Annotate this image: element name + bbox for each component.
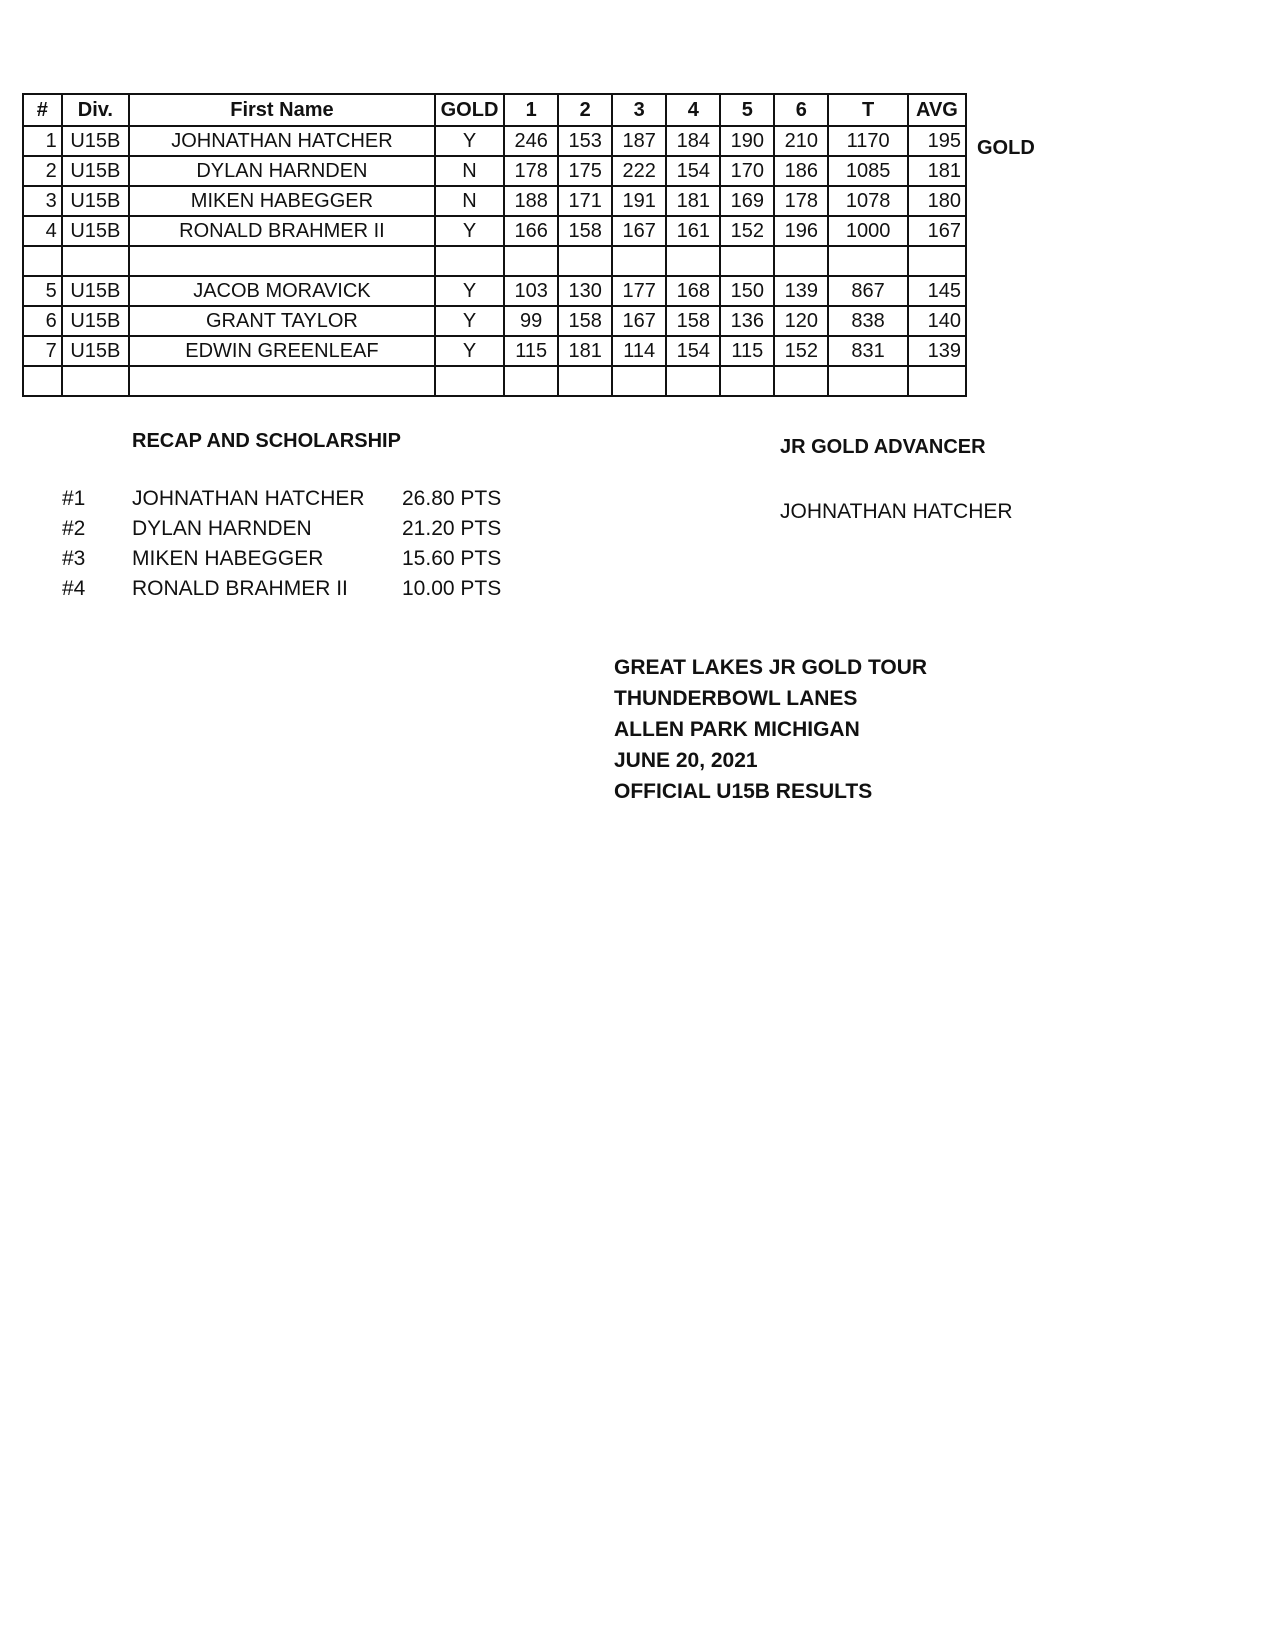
table-cell: Y [435, 276, 504, 306]
table-cell: 2 [23, 156, 62, 186]
table-cell: 168 [666, 276, 720, 306]
header-cell: 3 [612, 94, 666, 126]
table-cell [62, 246, 129, 276]
advancer-title: JR GOLD ADVANCER [780, 436, 986, 458]
table-cell: U15B [62, 126, 129, 156]
table-row [23, 276, 966, 306]
table-row [23, 366, 966, 396]
table-cell: EDWIN GREENLEAF [129, 336, 435, 366]
table-cell [774, 366, 828, 396]
table-cell [435, 246, 504, 276]
header-cell: # [23, 94, 62, 126]
table-cell: 1085 [828, 156, 908, 186]
table-cell: 1 [23, 126, 62, 156]
table-cell: 5 [23, 276, 62, 306]
recap-item [62, 577, 522, 605]
event-info-line: THUNDERBOWL LANES [614, 687, 858, 710]
header-cell: 4 [666, 94, 720, 126]
table-cell: Y [435, 306, 504, 336]
recap-points: 10.00 PTS [402, 577, 502, 600]
table-cell: 153 [558, 126, 612, 156]
table-cell: GRANT TAYLOR [129, 306, 435, 336]
table-cell: 838 [828, 306, 908, 336]
table-cell: 831 [828, 336, 908, 366]
table-cell: Y [435, 216, 504, 246]
table-cell: 152 [774, 336, 828, 366]
table-cell: 7 [23, 336, 62, 366]
table-cell: 158 [666, 306, 720, 336]
table-cell: 191 [612, 186, 666, 216]
table-cell [828, 246, 908, 276]
table-cell: 158 [558, 216, 612, 246]
recap-points: 21.20 PTS [402, 517, 502, 540]
table-cell [129, 366, 435, 396]
table-row [23, 186, 966, 216]
table-cell: 180 [908, 186, 966, 216]
table-cell: 175 [558, 156, 612, 186]
table-cell: 178 [504, 156, 558, 186]
table-cell [558, 246, 612, 276]
table-cell [774, 246, 828, 276]
table-row [23, 306, 966, 336]
table-cell [612, 246, 666, 276]
table-cell: U15B [62, 156, 129, 186]
table-cell: 103 [504, 276, 558, 306]
table-cell: 139 [774, 276, 828, 306]
table-cell: 1078 [828, 186, 908, 216]
recap-points: 26.80 PTS [402, 487, 502, 510]
table-cell [23, 366, 62, 396]
table-cell: 184 [666, 126, 720, 156]
table-cell [435, 366, 504, 396]
table-cell: 196 [774, 216, 828, 246]
event-info-line: JUNE 20, 2021 [614, 749, 758, 772]
table-cell: U15B [62, 216, 129, 246]
table-cell: 186 [774, 156, 828, 186]
table-cell: U15B [62, 306, 129, 336]
recap-name: JOHNATHAN HATCHER [132, 487, 365, 510]
recap-points: 15.60 PTS [402, 547, 502, 570]
table-cell: 246 [504, 126, 558, 156]
table-cell: 167 [908, 216, 966, 246]
table-cell: DYLAN HARNDEN [129, 156, 435, 186]
table-cell [666, 366, 720, 396]
header-cell: 6 [774, 94, 828, 126]
table-cell: JOHNATHAN HATCHER [129, 126, 435, 156]
advancer-name: JOHNATHAN HATCHER [780, 500, 1013, 523]
table-cell: 170 [720, 156, 774, 186]
header-cell: 2 [558, 94, 612, 126]
table-cell: 152 [720, 216, 774, 246]
event-info [614, 652, 927, 807]
table-cell: 136 [720, 306, 774, 336]
table-cell: 167 [612, 216, 666, 246]
table-cell [62, 366, 129, 396]
table-cell: 222 [612, 156, 666, 186]
results-table [22, 93, 967, 397]
table-cell: 150 [720, 276, 774, 306]
recap-name: DYLAN HARNDEN [132, 517, 312, 540]
table-cell [504, 246, 558, 276]
recap-name: MIKEN HABEGGER [132, 547, 324, 570]
table-cell: 3 [23, 186, 62, 216]
table-cell: 139 [908, 336, 966, 366]
table-cell: U15B [62, 276, 129, 306]
header-cell: 5 [720, 94, 774, 126]
table-cell: 190 [720, 126, 774, 156]
header-cell: T [828, 94, 908, 126]
table-cell: 99 [504, 306, 558, 336]
recap-item [62, 487, 522, 515]
table-cell [720, 246, 774, 276]
table-cell: 177 [612, 276, 666, 306]
table-cell: 187 [612, 126, 666, 156]
table-cell [23, 246, 62, 276]
table-cell: 166 [504, 216, 558, 246]
table-cell: 154 [666, 336, 720, 366]
table-cell: Y [435, 126, 504, 156]
table-body [23, 126, 966, 396]
table-cell: RONALD BRAHMER II [129, 216, 435, 246]
table-row [23, 216, 966, 246]
table-cell: 120 [774, 306, 828, 336]
recap-rank: #2 [62, 517, 86, 540]
table-cell: 158 [558, 306, 612, 336]
table-row [23, 246, 966, 276]
table-cell: 6 [23, 306, 62, 336]
header-cell: AVG [908, 94, 966, 126]
table-cell [908, 366, 966, 396]
table-cell: 1000 [828, 216, 908, 246]
table-cell: 154 [666, 156, 720, 186]
table-cell [828, 366, 908, 396]
header-cell: Div. [62, 94, 129, 126]
table-row [23, 126, 966, 156]
table-cell: MIKEN HABEGGER [129, 186, 435, 216]
table-cell: 167 [612, 306, 666, 336]
recap-rank: #3 [62, 547, 86, 570]
table-cell: 181 [666, 186, 720, 216]
recap-title: RECAP AND SCHOLARSHIP [132, 430, 401, 452]
table-cell: 169 [720, 186, 774, 216]
table-cell: 171 [558, 186, 612, 216]
table-cell [558, 366, 612, 396]
table-cell: 114 [612, 336, 666, 366]
table-cell: 181 [558, 336, 612, 366]
table-cell: U15B [62, 186, 129, 216]
table-cell: Y [435, 336, 504, 366]
table-row [23, 336, 966, 366]
header-cell: GOLD [435, 94, 504, 126]
table-header-row [23, 94, 966, 126]
recap-name: RONALD BRAHMER II [132, 577, 348, 600]
table-cell: 4 [23, 216, 62, 246]
table-cell [720, 366, 774, 396]
table-cell: 178 [774, 186, 828, 216]
table-cell: 195 [908, 126, 966, 156]
table-cell: 867 [828, 276, 908, 306]
header-cell: First Name [129, 94, 435, 126]
table-cell: 188 [504, 186, 558, 216]
table-row [23, 156, 966, 186]
recap-item [62, 517, 522, 545]
event-info-line: OFFICIAL U15B RESULTS [614, 780, 873, 803]
table-cell [129, 246, 435, 276]
table-cell: 140 [908, 306, 966, 336]
table-cell: 210 [774, 126, 828, 156]
recap-item [62, 547, 522, 575]
gold-note: GOLD [977, 137, 1035, 159]
recap-rank: #1 [62, 487, 86, 510]
table-cell [908, 246, 966, 276]
table-cell: 1170 [828, 126, 908, 156]
table-cell: U15B [62, 336, 129, 366]
table-cell [666, 246, 720, 276]
table-cell [612, 366, 666, 396]
recap-rank: #4 [62, 577, 86, 600]
event-info-line: ALLEN PARK MICHIGAN [614, 718, 860, 741]
event-info-line: GREAT LAKES JR GOLD TOUR [614, 656, 928, 679]
table-cell: 161 [666, 216, 720, 246]
header-cell: 1 [504, 94, 558, 126]
table-cell [504, 366, 558, 396]
table-cell: 115 [504, 336, 558, 366]
table-cell: 145 [908, 276, 966, 306]
table-cell: JACOB MORAVICK [129, 276, 435, 306]
table-cell: 181 [908, 156, 966, 186]
table-cell: N [435, 156, 504, 186]
table-cell: 130 [558, 276, 612, 306]
table-cell: 115 [720, 336, 774, 366]
table-cell: N [435, 186, 504, 216]
